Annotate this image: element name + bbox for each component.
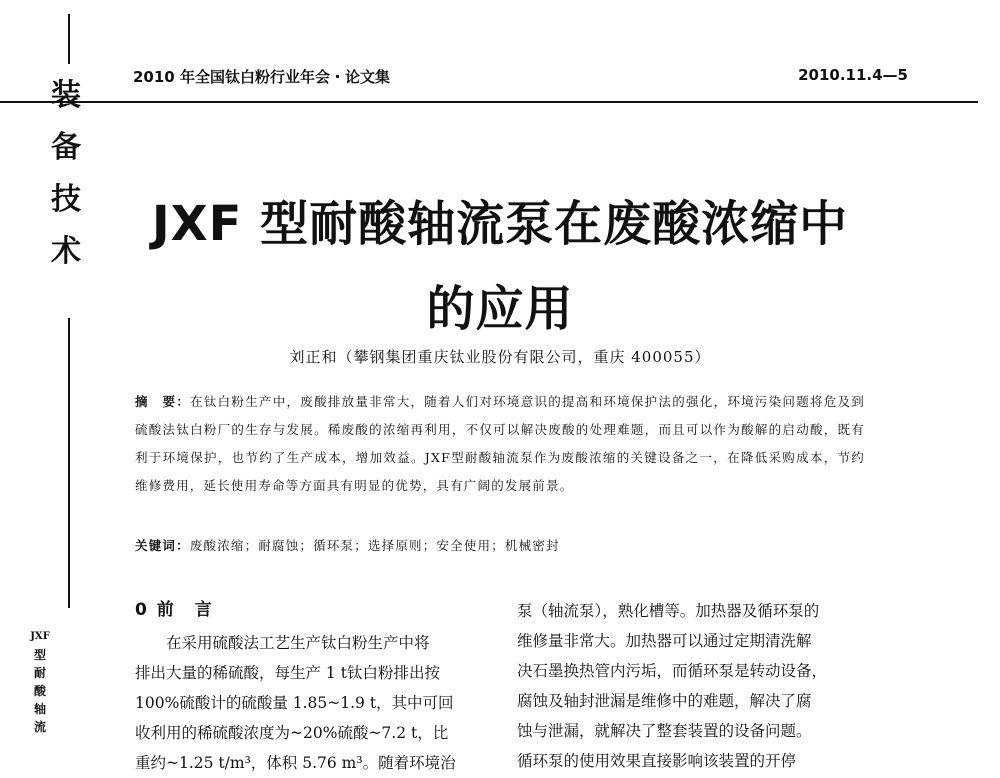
body-line: 重约~1.25 t/m³，体积 5.76 m³。随着环境治 bbox=[135, 754, 456, 772]
author-affiliation: 刘正和（攀钢集团重庆钛业股份有限公司，重庆 400055） bbox=[289, 348, 711, 366]
body-line: 在采用硫酸法工艺生产钛白粉生产中将 bbox=[166, 634, 430, 652]
paper-title-line1: JXF 型耐酸轴流泵在废酸浓缩中 bbox=[151, 196, 849, 252]
vertical-char: 型 bbox=[33, 648, 46, 662]
body-line: 100%硫酸计的硫酸量 1.85~1.9 t，其中可回 bbox=[135, 694, 454, 712]
body-line: 维修量非常大。加热器可以通过定期清洗解 bbox=[517, 632, 812, 650]
section-heading: 0 前 言 bbox=[135, 600, 214, 620]
sidebar-section-label bbox=[42, 70, 90, 278]
abstract-text: 在钛白粉生产中，废酸排放量非常大，随着人们对环境意识的提高和环境保护法的强化，环境污染问题将危及到硫酸法钛白粉厂的生存与发展。稀废酸的浓缩再利用，不仅可以解决废酸的处理难题，而且可以作为酸解的启动酸，既有利于环境保护，也节约了生产成本，增加效益。JXF型耐酸轴流泵作为废酸浓缩的关键设备之一，在降低采购成本，节约维修费用，延长使用寿命等方面具有明显的优势，具有广阔的发展前景。 bbox=[135, 394, 865, 493]
abstract-label: 摘 要： bbox=[135, 394, 191, 409]
keywords bbox=[135, 536, 865, 554]
header-rule bbox=[0, 101, 978, 103]
running-header-left: 2010 年全国钛白粉行业年会・论文集 bbox=[133, 68, 390, 86]
vertical-char: 流 bbox=[33, 720, 46, 734]
sidebar-char: 备 bbox=[51, 130, 81, 165]
vertical-char: 酸 bbox=[33, 684, 46, 698]
sidebar-rule-top bbox=[68, 14, 70, 64]
sidebar-rule-bottom bbox=[68, 318, 70, 608]
sidebar-char: 技 bbox=[51, 182, 81, 217]
body-column-left bbox=[135, 628, 485, 778]
body-column-right bbox=[517, 596, 867, 776]
body-line: 泵（轴流泵），熟化槽等。加热器及循环泵的 bbox=[517, 602, 820, 620]
body-line: 蚀与泄漏，就解决了整套装置的设备问题。 bbox=[517, 722, 812, 740]
vertical-char: JXF bbox=[30, 631, 50, 642]
vertical-running-title bbox=[28, 628, 52, 736]
paper-title-line2: 的应用 bbox=[426, 281, 574, 337]
keywords-text: 废酸浓缩；耐腐蚀；循环泵；选择原则；安全使用；机械密封 bbox=[189, 538, 560, 553]
sidebar-char: 术 bbox=[51, 234, 81, 269]
body-line: 收利用的稀硫酸浓度为~20%硫酸~7.2 t，比 bbox=[135, 724, 449, 742]
body-line: 排出大量的稀硫酸，每生产 1 t钛白粉排出按 bbox=[135, 664, 440, 682]
sidebar-char: 装 bbox=[51, 78, 81, 113]
vertical-char: 轴 bbox=[33, 702, 46, 716]
vertical-char: 耐 bbox=[33, 666, 46, 680]
keywords-label: 关键词： bbox=[135, 538, 190, 553]
running-header-right: 2010.11.4—5 bbox=[798, 66, 908, 84]
abstract bbox=[135, 388, 865, 500]
body-line: 决石墨换热管内污垢，而循环泵是转动设备， bbox=[517, 662, 828, 680]
body-line: 腐蚀及轴封泄漏是维修中的难题，解决了腐 bbox=[517, 692, 812, 710]
body-line: 循环泵的使用效果直接影响该装置的开停 bbox=[517, 752, 797, 770]
